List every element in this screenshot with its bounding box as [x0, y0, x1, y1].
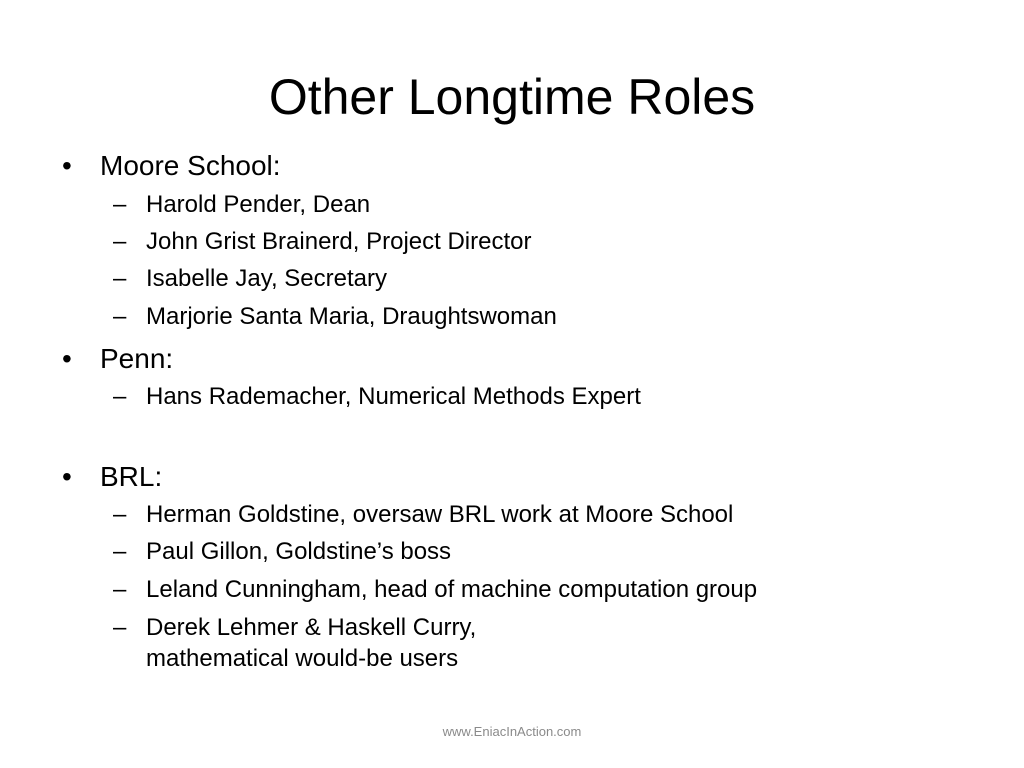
sub-item-text: mathematical would-be users — [146, 645, 459, 672]
dash-icon: – — [113, 265, 127, 292]
section-label: Moore School: — [100, 150, 281, 181]
bullet-icon: • — [62, 343, 72, 374]
sub-item-text: John Grist Brainerd, Project Director — [146, 228, 532, 255]
dash-icon: – — [113, 228, 127, 255]
sub-item-text: Leland Cunningham, head of machine computation group — [146, 576, 758, 603]
slide-title: Other Longtime Roles — [268, 69, 756, 125]
dash-icon: – — [113, 303, 127, 330]
dash-icon: – — [113, 501, 127, 528]
bullet-icon: • — [62, 461, 72, 492]
sub-item-text: Harold Pender, Dean — [146, 191, 371, 218]
dash-icon: – — [113, 538, 127, 565]
section-label: BRL: — [100, 461, 163, 492]
dash-icon: – — [113, 191, 127, 218]
sub-item-text: Hans Rademacher, Numerical Methods Expert — [146, 383, 641, 410]
sub-item-text: Herman Goldstine, oversaw BRL work at Moore School — [146, 501, 734, 528]
dash-icon: – — [113, 614, 127, 641]
dash-icon: – — [113, 383, 127, 410]
sub-item-text: Marjorie Santa Maria, Draughtswoman — [146, 303, 557, 330]
sub-item-text: Isabelle Jay, Secretary — [146, 265, 387, 292]
footer-url: www.EniacInAction.com — [442, 724, 582, 739]
bullet-icon: • — [62, 150, 72, 181]
sub-item-text: Derek Lehmer & Haskell Curry, — [146, 614, 477, 641]
sub-item-text: Paul Gillon, Goldstine’s boss — [146, 538, 452, 565]
dash-icon: – — [113, 576, 127, 603]
section-label: Penn: — [100, 343, 174, 374]
